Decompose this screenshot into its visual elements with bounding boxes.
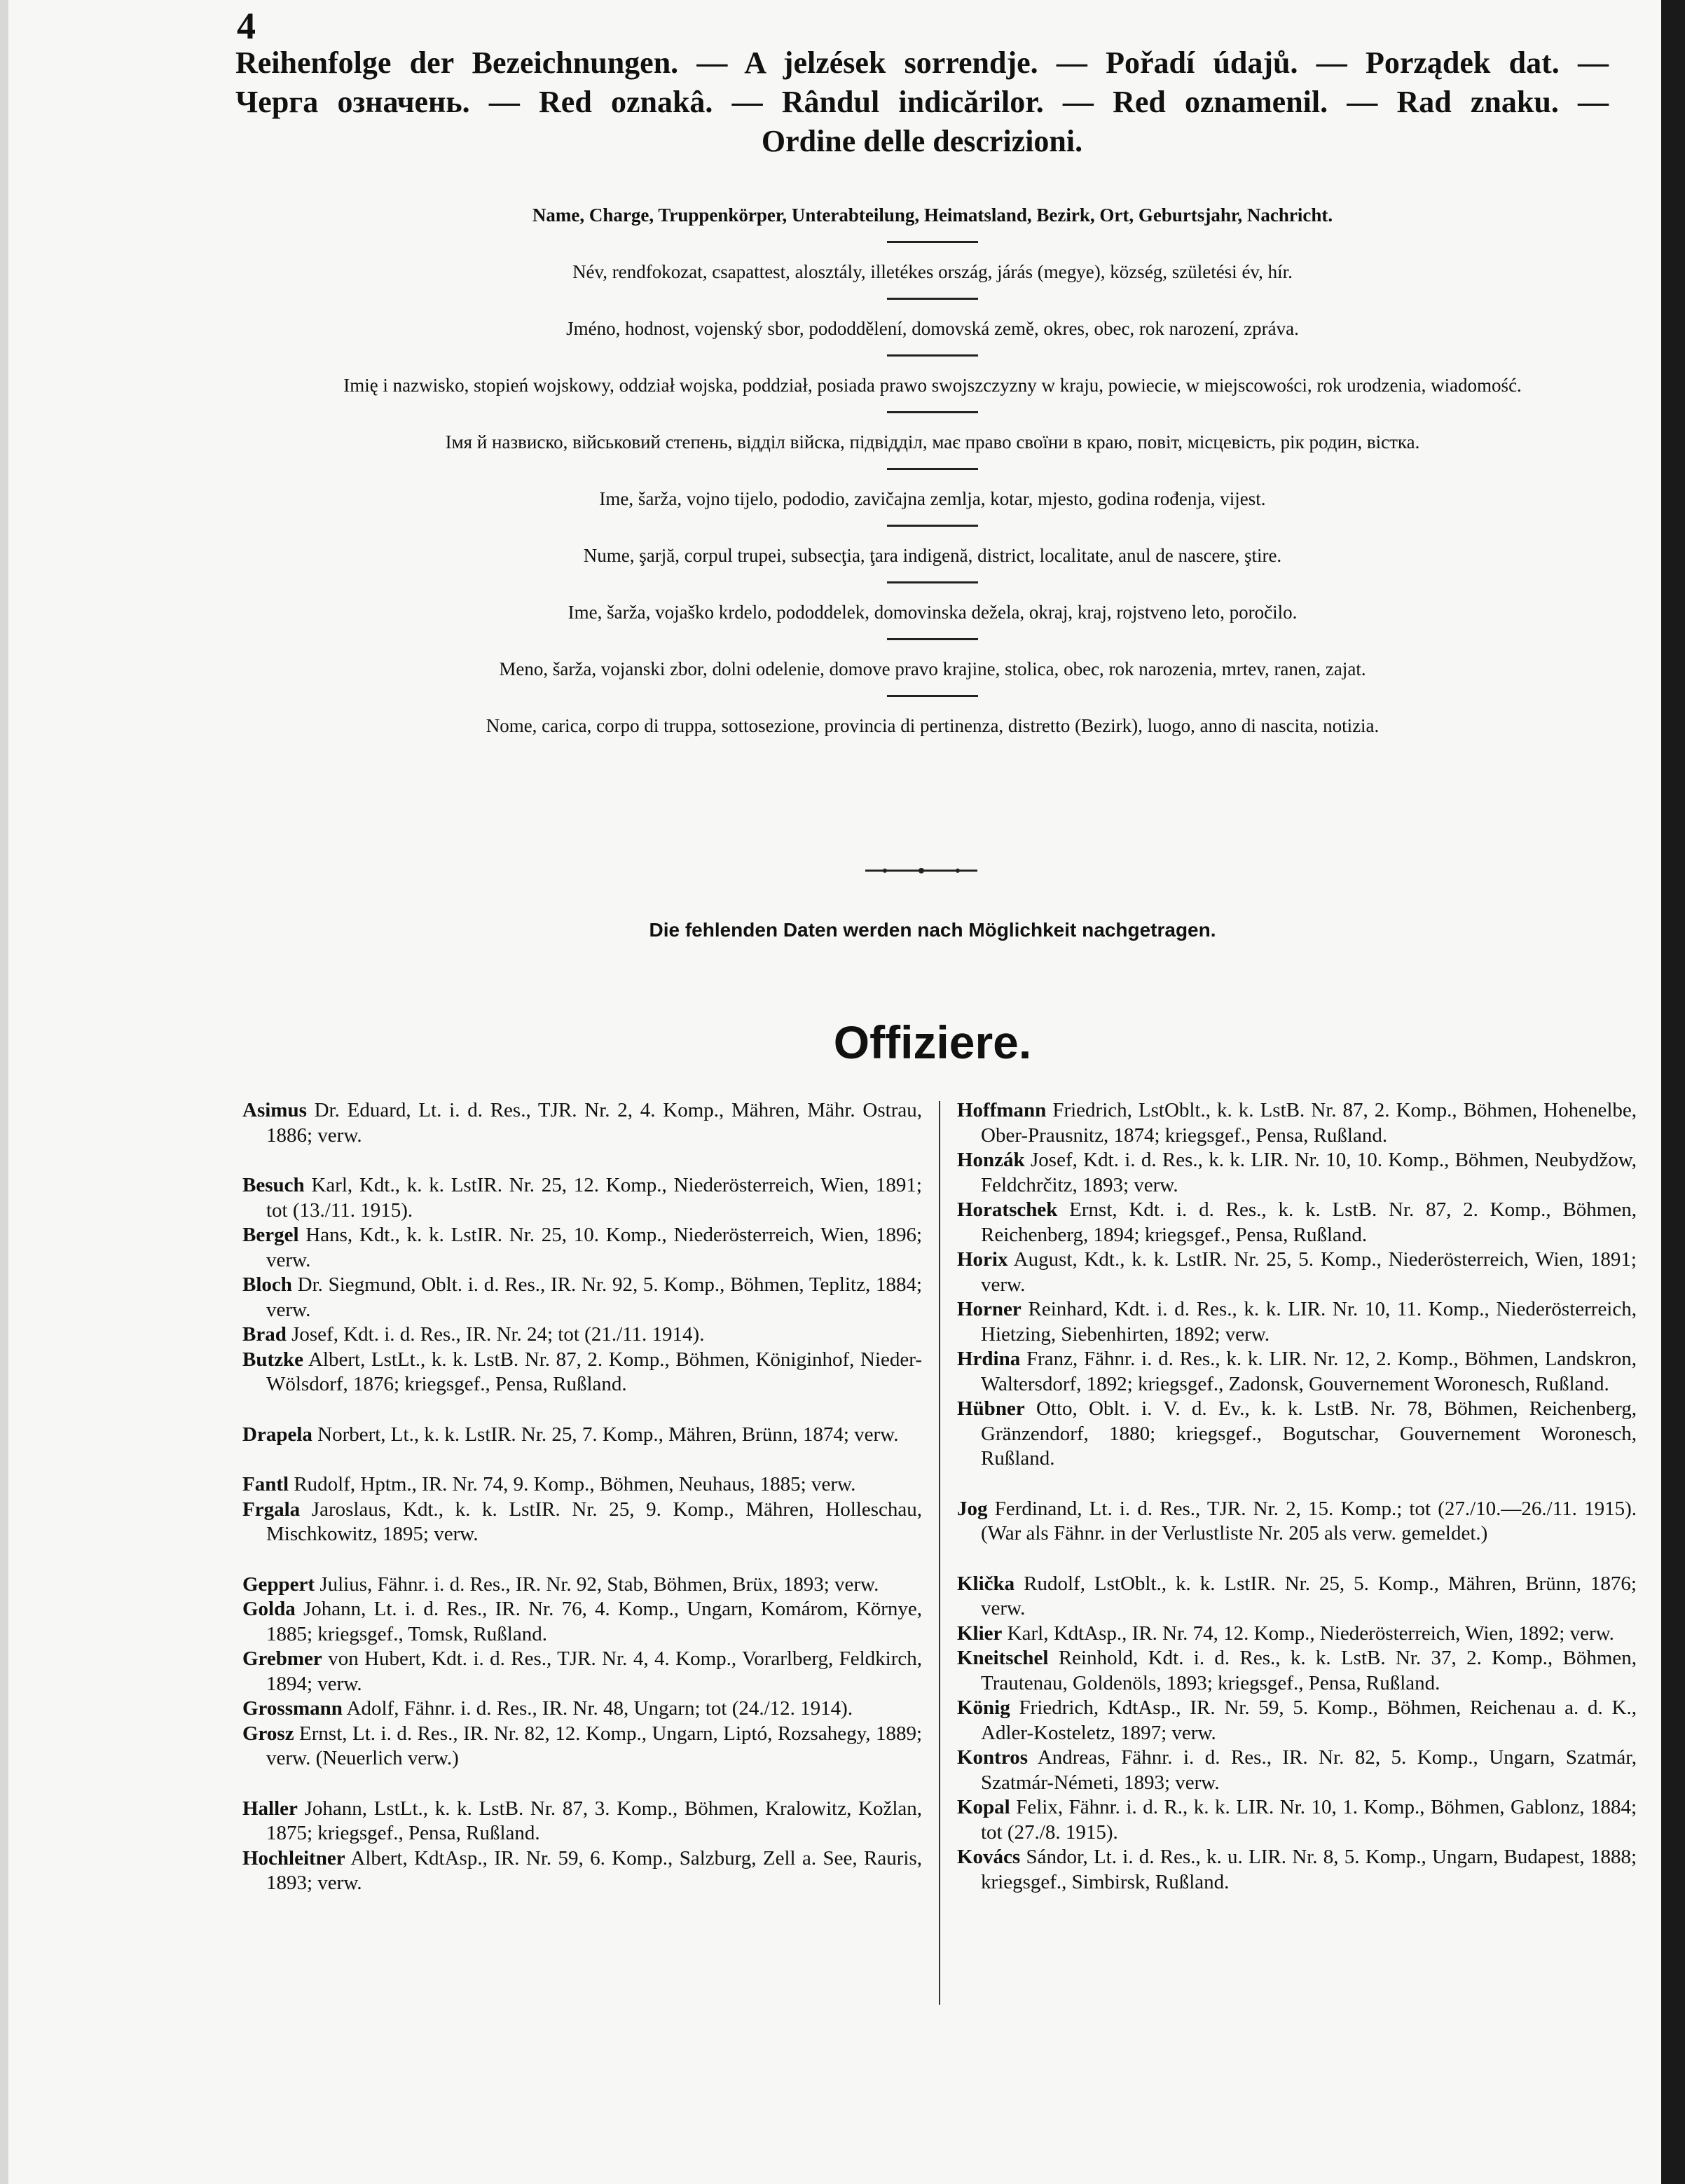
list-item — [957, 1795, 1637, 1845]
entry-details: Karl, Kdt., k. k. LstIR. Nr. 25, 12. Komp., Niederösterreich, Wien, 1891; tot (13./11. 1915). — [266, 1174, 922, 1222]
page-number: 4 — [237, 5, 256, 47]
entry-surname: Horatschek — [957, 1198, 1058, 1221]
description-orders — [235, 203, 1630, 738]
description-order-4: Імя й назвиско, військовий степень, відділ війска, підвідділ, має право своїни в краю, повіт, місцевість, рік родин, вістка. — [445, 431, 1420, 452]
list-item — [957, 1572, 1637, 1622]
list-item — [242, 1098, 922, 1148]
entry-surname: Kopal — [957, 1796, 1010, 1818]
entry-surname: Bloch — [242, 1273, 292, 1296]
entry-surname: König — [957, 1696, 1010, 1719]
entry-details: von Hubert, Kdt. i. d. Res., TJR. Nr. 4, 4. Komp., Vorarlberg, Feldkirch, 1894; verw. — [266, 1647, 922, 1695]
entry-surname: Kneitschel — [957, 1647, 1049, 1669]
entry-details: Josef, Kdt. i. d. Res., IR. Nr. 24; tot (21./11. 1914). — [286, 1323, 705, 1346]
entry-details: Dr. Siegmund, Oblt. i. d. Res., IR. Nr. 92, 5. Komp., Böhmen, Teplitz, 1884; verw. — [266, 1273, 922, 1321]
description-order-2: Jméno, hodnost, vojenský sbor, pododdělení, domovská země, okres, obec, rok narození, zpráva. — [566, 318, 1299, 339]
entry-details: Johann, LstLt., k. k. LstB. Nr. 87, 3. Komp., Böhmen, Kralowitz, Kožlan, 1875; kriegsgef., Pensa, Rußland. — [266, 1797, 922, 1844]
left-column — [242, 1098, 922, 1896]
list-item — [242, 1647, 922, 1696]
list-item — [242, 1498, 922, 1547]
list-item — [242, 1846, 922, 1896]
entry-details: Dr. Eduard, Lt. i. d. Res., TJR. Nr. 2, 4. Komp., Mähren, Mähr. Ostrau, 1886; verw. — [266, 1099, 922, 1147]
list-item — [957, 1247, 1637, 1297]
entry-surname: Grossmann — [242, 1697, 343, 1720]
entry-surname: Besuch — [242, 1174, 305, 1196]
entry-details: Jaroslaus, Kdt., k. k. LstIR. Nr. 25, 9. Komp., Mähren, Holleschau, Mischkowitz, 1895; verw. — [266, 1498, 922, 1545]
list-item — [242, 1696, 922, 1722]
header-line-3: Ordine delle descrizioni. — [761, 124, 1083, 158]
entry-details: Rudolf, Hptm., IR. Nr. 74, 9. Komp., Böhmen, Neuhaus, 1885; verw. — [289, 1473, 856, 1495]
entry-surname: Horner — [957, 1298, 1022, 1320]
scan-edge-right — [1661, 0, 1685, 2184]
list-item — [957, 1497, 1637, 1547]
entry-surname: Hochleitner — [242, 1846, 345, 1869]
list-item — [957, 1397, 1637, 1472]
list-item — [242, 1722, 922, 1771]
separator-rule — [887, 411, 978, 413]
header — [235, 43, 1609, 161]
list-item — [242, 1597, 922, 1647]
list-item — [957, 1646, 1637, 1696]
entry-details: Friedrich, LstOblt., k. k. LstB. Nr. 87, 2. Komp., Böhmen, Hohenelbe, Ober-Prausnitz, 1874; kriegsgef., Pensa, Rußland. — [981, 1099, 1637, 1147]
entry-surname: Horix — [957, 1248, 1008, 1271]
entries-columns — [242, 1098, 1637, 1896]
description-order-6: Nume, şarjă, corpul trupei, subsecţia, ţara indigenă, district, localitate, anul de nascere, ştire. — [583, 545, 1282, 566]
list-item — [242, 1573, 922, 1598]
list-item — [242, 1273, 922, 1322]
list-item — [957, 1297, 1637, 1347]
separator-rule — [887, 468, 978, 470]
ornament-rule — [865, 867, 977, 874]
entry-details: August, Kdt., k. k. LstIR. Nr. 25, 5. Komp., Niederösterreich, Wien, 1891; verw. — [981, 1248, 1637, 1296]
description-order-3: Imię i nazwisko, stopień wojskowy, oddział wojska, poddział, posiada prawo swojszczyzny w kraju, powiecie, w miejscowości, rok urodzenia, wiadomość. — [343, 375, 1522, 396]
list-item — [957, 1622, 1637, 1647]
entry-surname: Grosz — [242, 1722, 294, 1745]
description-order-1: Név, rendfokozat, csapattest, alosztály, illetékes ország, járás (megye), község, születési év, hír. — [572, 261, 1293, 282]
header-line-1: Reihenfolge der Bezeichnungen. — A jelzések sorrendje. — Pořadí údajů. — Porządek dat. — — [235, 46, 1609, 80]
description-order-7: Ime, šarža, vojaško krdelo, pododdelek, domovinska dežela, okraj, kraj, rojstveno leto, poročilo. — [568, 602, 1298, 623]
description-order-8: Meno, šarža, vojanski zbor, dolni odelenie, domove pravo krajine, stolica, obec, rok narozenia, mrtev, ranen, zajat. — [499, 658, 1366, 679]
list-item — [242, 1423, 922, 1448]
entry-details: Hans, Kdt., k. k. LstIR. Nr. 25, 10. Komp., Niederösterreich, Wien, 1896; verw. — [266, 1224, 922, 1271]
entry-details: Josef, Kdt. i. d. Res., k. k. LIR. Nr. 10, 10. Komp., Böhmen, Neubydžow, Feldchrčitz, 1893; verw. — [981, 1149, 1637, 1196]
entry-details: Otto, Oblt. i. V. d. Ev., k. k. LstB. Nr. 78, Böhmen, Reichenberg, Gränzendorf, 1880; kriegsgef., Bogutschar, Gouvernement Woronesch, Rußland. — [981, 1397, 1637, 1470]
entry-details: Andreas, Fähnr. i. d. Res., IR. Nr. 82, 5. Komp., Ungarn, Szatmár, Szatmár-Németi, 1893; verw. — [981, 1746, 1637, 1794]
entry-details: Rudolf, LstOblt., k. k. LstIR. Nr. 25, 5. Komp., Mähren, Brünn, 1876; verw. — [981, 1572, 1637, 1619]
entry-surname: Klička — [957, 1572, 1015, 1595]
entry-details: Reinhold, Kdt. i. d. Res., k. k. LstB. Nr. 37, 2. Komp., Böhmen, Trautenau, Goldenöls, 1893; kriegsgef., Pensa, Rußland. — [981, 1647, 1637, 1694]
right-column — [957, 1098, 1637, 1896]
description-order-5: Ime, šarža, vojno tijelo, pododio, zavičajna zemlja, kotar, mjesto, godina rođenja, vijest. — [599, 488, 1266, 509]
entry-surname: Hrdina — [957, 1348, 1021, 1370]
separator-rule — [887, 241, 978, 243]
list-item — [242, 1223, 922, 1273]
list-item — [242, 1348, 922, 1397]
list-item — [957, 1148, 1637, 1198]
separator-rule — [887, 298, 978, 300]
entry-details: Adolf, Fähnr. i. d. Res., IR. Nr. 48, Ungarn; tot (24./12. 1914). — [342, 1697, 853, 1720]
entry-details: Franz, Fähnr. i. d. Res., k. k. LIR. Nr. 12, 2. Komp., Böhmen, Landskron, Waltersdorf, 1892; kriegsgef., Zadonsk, Gouvernement Woronesch, Rußland. — [981, 1348, 1637, 1395]
list-item — [242, 1797, 922, 1846]
entry-details: Julius, Fähnr. i. d. Res., IR. Nr. 92, Stab, Böhmen, Brüx, 1893; verw. — [315, 1573, 879, 1596]
entry-surname: Haller — [242, 1797, 298, 1820]
entry-details: Felix, Fähnr. i. d. R., k. k. LIR. Nr. 10, 1. Komp., Böhmen, Gablonz, 1884; tot (27./8. 1915). — [981, 1796, 1637, 1844]
entry-surname: Kovács — [957, 1846, 1021, 1868]
list-item — [242, 1322, 922, 1348]
separator-rule — [887, 525, 978, 527]
separator-rule — [887, 695, 978, 697]
description-order-9: Nome, carica, corpo di truppa, sottosezione, provincia di pertinenza, distretto (Bezirk), luogo, anno di nascita, notizia. — [486, 715, 1380, 736]
entry-surname: Asimus — [242, 1099, 307, 1121]
section-title: Offiziere. — [833, 1016, 1032, 1068]
notice: Die fehlenden Daten werden nach Möglichkeit nachgetragen. — [649, 919, 1216, 941]
entry-surname: Drapela — [242, 1423, 312, 1446]
entry-surname: Kontros — [957, 1746, 1028, 1769]
list-item — [957, 1746, 1637, 1795]
separator-rule — [887, 638, 978, 640]
entry-surname: Honzák — [957, 1149, 1025, 1171]
entry-surname: Klier — [957, 1622, 1003, 1645]
separator-rule — [887, 354, 978, 357]
list-item — [957, 1098, 1637, 1148]
entry-surname: Jog — [957, 1497, 988, 1520]
entry-surname: Geppert — [242, 1573, 315, 1596]
entry-details: Albert, LstLt., k. k. LstB. Nr. 87, 2. Komp., Böhmen, Königinhof, Nieder-Wölsdorf, 1876; kriegsgef., Pensa, Rußland. — [266, 1348, 922, 1395]
entry-details: Ernst, Lt. i. d. Res., IR. Nr. 82, 12. Komp., Ungarn, Liptó, Rozsahegy, 1889; verw. (Neuerlich verw.) — [266, 1722, 922, 1769]
entry-details: Norbert, Lt., k. k. LstIR. Nr. 25, 7. Komp., Mähren, Brünn, 1874; verw. — [312, 1423, 899, 1446]
entry-details: Johann, Lt. i. d. Res., IR. Nr. 76, 4. Komp., Ungarn, Komárom, Környe, 1885; kriegsgef., Tomsk, Rußland. — [266, 1598, 922, 1645]
entry-details: Ferdinand, Lt. i. d. Res., TJR. Nr. 2, 15. Komp.; tot (27./10.—26./11. 1915). (War als Fähnr. in der Verlustliste Nr. 205 als verw. gemeldet.) — [981, 1497, 1637, 1544]
list-item — [242, 1472, 922, 1498]
list-item — [242, 1173, 922, 1223]
entry-surname: Butzke — [242, 1348, 303, 1371]
entry-details: Reinhard, Kdt. i. d. Res., k. k. LIR. Nr. 10, 11. Komp., Niederösterreich, Hietzing, Siebenhirten, 1892; verw. — [981, 1298, 1637, 1346]
entry-details: Ernst, Kdt. i. d. Res., k. k. LstB. Nr. 87, 2. Komp., Böhmen, Reichenberg, 1894; kriegsgef., Pensa, Rußland. — [981, 1198, 1637, 1246]
entry-surname: Hübner — [957, 1397, 1025, 1420]
entry-surname: Bergel — [242, 1224, 299, 1246]
list-item — [957, 1696, 1637, 1746]
description-order-0: Name, Charge, Truppenkörper, Unterabteilung, Heimatsland, Bezirk, Ort, Geburtsjahr, Nachricht. — [532, 205, 1333, 226]
list-item — [957, 1198, 1637, 1247]
scan-edge-left — [0, 0, 8, 2184]
entry-details: Sándor, Lt. i. d. Res., k. u. LIR. Nr. 8, 5. Komp., Ungarn, Budapest, 1888; kriegsgef., Simbirsk, Rußland. — [981, 1846, 1637, 1893]
entry-surname: Fantl — [242, 1473, 289, 1495]
list-item — [957, 1347, 1637, 1397]
entry-surname: Golda — [242, 1598, 296, 1620]
entry-surname: Frgala — [242, 1498, 301, 1521]
entry-details: Albert, KdtAsp., IR. Nr. 59, 6. Komp., Salzburg, Zell a. See, Rauris, 1893; verw. — [266, 1846, 922, 1894]
entry-surname: Brad — [242, 1323, 287, 1346]
entry-details: Friedrich, KdtAsp., IR. Nr. 59, 5. Komp., Böhmen, Reichenau a. d. K., Adler-Kosteletz, 1897; verw. — [981, 1696, 1637, 1744]
entry-surname: Hoffmann — [957, 1099, 1047, 1121]
header-line-2: Черга означень. — Red oznakâ. — Rândul indicărilor. — Red oznamenil. — Rad znaku. — — [235, 85, 1609, 119]
separator-rule — [887, 581, 978, 583]
list-item — [957, 1845, 1637, 1895]
entry-surname: Grebmer — [242, 1647, 322, 1670]
entry-details: Karl, KdtAsp., IR. Nr. 74, 12. Komp., Niederösterreich, Wien, 1892; verw. — [1002, 1622, 1614, 1645]
